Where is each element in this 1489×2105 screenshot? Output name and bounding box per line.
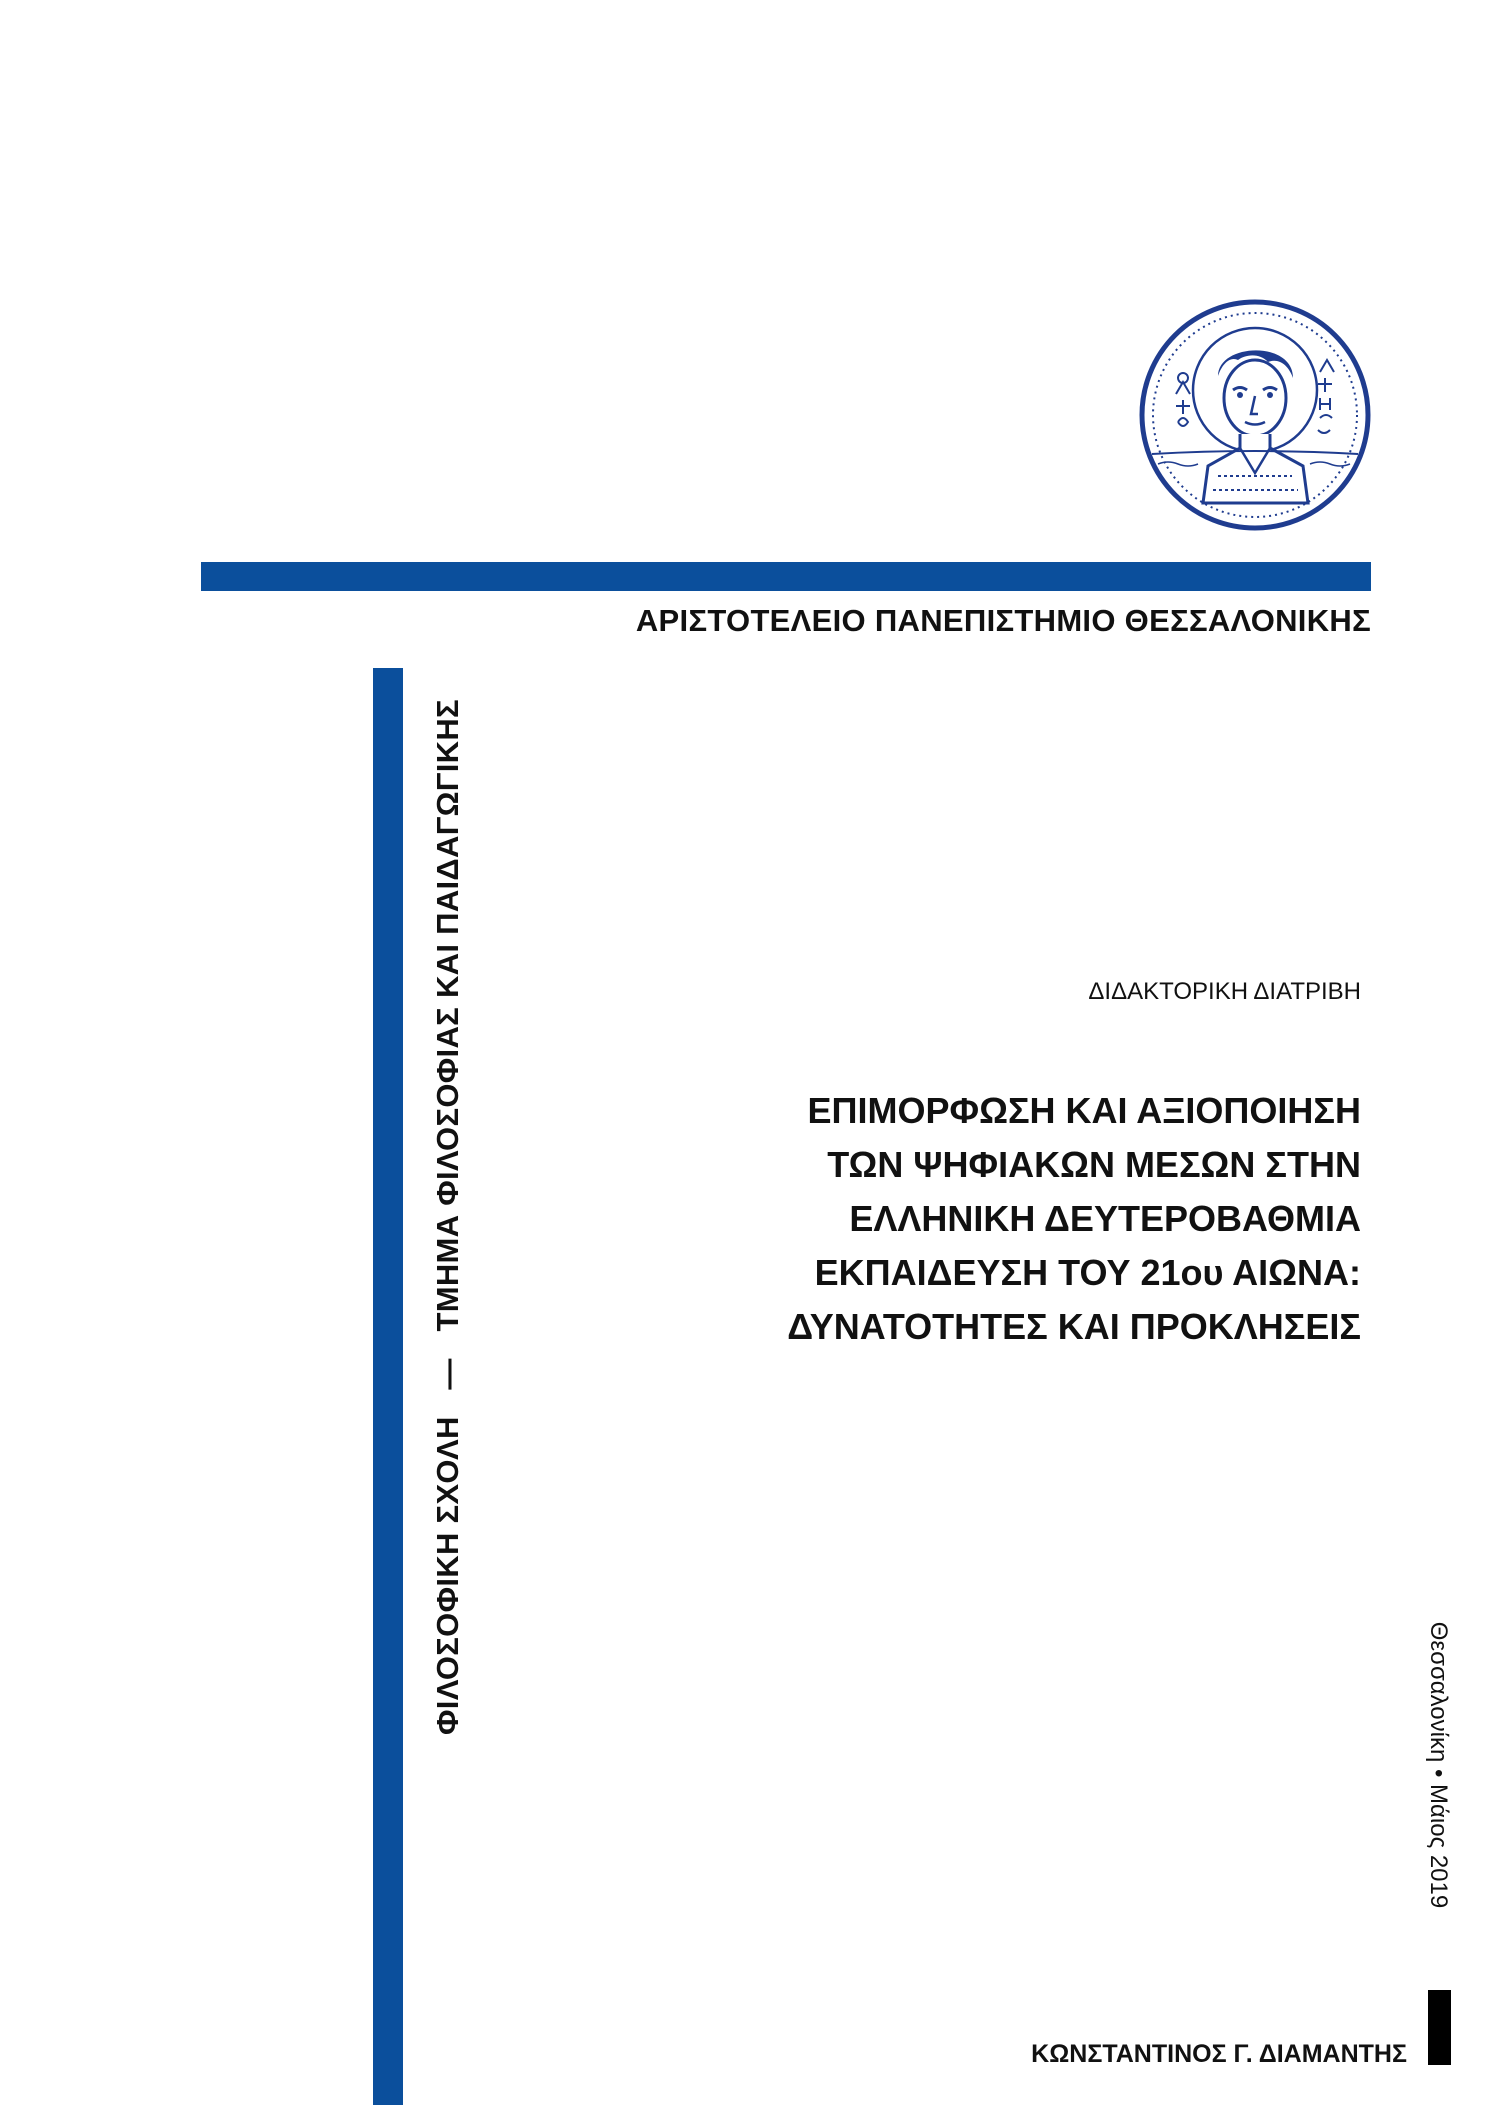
- date: Μάιος 2019: [1425, 1784, 1452, 1909]
- left-accent-bar: [373, 668, 403, 2105]
- school-name: ΦΙΛΟΣΟΦΙΚΗ ΣΧΟΛΗ: [430, 1415, 465, 1735]
- title-line: ΤΩΝ ΨΗΦΙΑΚΩΝ ΜΕΣΩΝ ΣΤΗΝ: [827, 1144, 1361, 1185]
- university-name: ΑΡΙΣΤΟΤΕΛΕΙΟ ΠΑΝΕΠΙΣΤΗΜΙΟ ΘΕΣΣΑΛΟΝΙΚΗΣ: [635, 603, 1371, 638]
- separator-dash: —: [430, 1357, 465, 1390]
- thesis-type: ΔΙΔΑΚΤΟΡΙΚΗ ΔΙΑΤΡΙΒΗ: [1088, 978, 1361, 1005]
- author-name: ΚΩΝΣΤΑΝΤΙΝΟΣ Γ. ΔΙΑΜΑΝΤΗΣ: [1031, 2040, 1407, 2068]
- university-seal-icon: [1138, 298, 1372, 532]
- place: Θεσσαλονίκη: [1425, 1621, 1452, 1763]
- bullet-separator: •: [1425, 1768, 1452, 1778]
- black-marker-block: [1428, 1990, 1451, 2065]
- department-name: ΤΜΗΜΑ ΦΙΛΟΣΟΦΙΑΣ ΚΑΙ ΠΑΙΔΑΓΩΓΙΚΗΣ: [430, 698, 465, 1332]
- title-line: ΕΠΙΜΟΡΦΩΣΗ ΚΑΙ ΑΞΙΟΠΟΙΗΣΗ: [807, 1090, 1361, 1131]
- title-line: ΔΥΝΑΤΟΤΗΤΕΣ ΚΑΙ ΠΡΟΚΛΗΣΕΙΣ: [787, 1306, 1361, 1347]
- thesis-title: [661, 1084, 1361, 1354]
- place-date-vertical: [1418, 1595, 1458, 1935]
- school-department-vertical: [425, 668, 471, 1765]
- top-accent-bar: [201, 562, 1371, 591]
- title-line: ΕΛΛΗΝΙΚΗ ΔΕΥΤΕΡΟΒΑΘΜΙΑ: [849, 1198, 1361, 1239]
- title-line: ΕΚΠΑΙΔΕΥΣΗ ΤΟΥ 21ου ΑΙΩΝΑ:: [814, 1252, 1361, 1293]
